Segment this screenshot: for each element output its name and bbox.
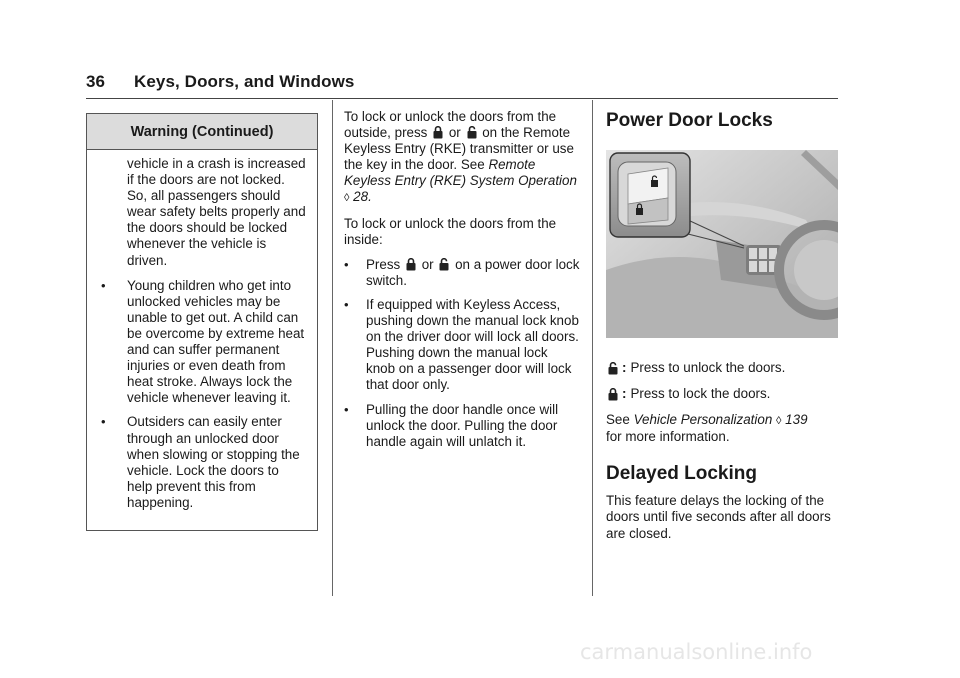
column-divider-left	[332, 100, 333, 596]
cross-reference: Remote Keyless Entry (RKE) System Operation	[344, 157, 577, 189]
bullet-text: If equipped with Keyless Access, pushing down the manual lock knob on the driver door will lock all doors. Pushing down the manual lock knob on a passenger door will lock that door only.	[366, 296, 579, 393]
text-span: Press	[366, 256, 401, 272]
lock-legend	[606, 386, 840, 402]
column-divider-right	[592, 100, 593, 596]
power-door-locks-heading: Power Door Locks	[606, 110, 773, 131]
text-span: for more information.	[606, 429, 730, 445]
inside-lock-paragraph: To lock or unlock the doors from the inside:	[344, 215, 557, 247]
right-body	[606, 360, 840, 445]
text-span: on the Remote Keyless Entry (RKE) transmitter or use the key in the door. See	[344, 125, 574, 173]
text-span: on a power door lock switch.	[366, 256, 580, 288]
warning-bullet	[101, 278, 307, 407]
legend-colon: :	[622, 360, 627, 375]
lock-icon	[608, 388, 618, 401]
cross-reference: Vehicle Personalization	[633, 412, 773, 428]
text-span: or	[421, 256, 434, 272]
section-title: Keys, Doors, and Windows	[134, 72, 355, 91]
see-reference-paragraph	[606, 412, 840, 445]
warning-bullet-text: Young children who get into unlocked vehicles may be unable to get out. A child can be overcome by extreme heat and can suffer permanent injuries or even death from heat stroke. Always lock the vehicle whenever leaving it.	[127, 277, 305, 406]
delayed-locking-text: This feature delays the locking of the doors until five seconds after all doors are closed.	[606, 493, 831, 541]
right-column	[606, 110, 840, 542]
unlock-legend	[606, 360, 840, 376]
warning-bullet-text: Outsiders can easily enter through an unlocked door when slowing or stopping the vehicle. Lock the doors to help prevent this from happening.	[127, 414, 300, 510]
page-reference: 139	[785, 412, 808, 428]
warning-body	[87, 150, 317, 511]
lock-icon	[406, 258, 416, 271]
bullet-mark: •	[344, 256, 349, 272]
watermark: carmanualsonline.info	[580, 640, 813, 664]
unlock-icon	[608, 362, 618, 375]
warning-bullet	[101, 414, 307, 511]
page-number: 36	[86, 72, 106, 91]
header-rule	[86, 98, 838, 99]
warning-box	[86, 113, 318, 531]
bullet-mark: •	[344, 296, 349, 312]
door-lock-switch-photo	[606, 150, 838, 338]
outside-lock-paragraph	[344, 109, 580, 207]
legend-colon: :	[622, 386, 627, 402]
inside-bullet	[344, 297, 580, 394]
ref-arrow-icon: ◊	[776, 415, 782, 428]
text-span: See	[606, 412, 630, 428]
page-header	[86, 72, 838, 92]
ref-arrow-icon: ◊	[344, 192, 350, 205]
lock-icon	[433, 126, 443, 139]
door-panel-illustration	[606, 150, 838, 338]
text-span: To lock or unlock the doors from the outside, press	[344, 109, 557, 141]
bullet-mark: •	[344, 401, 349, 417]
middle-column	[344, 109, 580, 458]
text-span: or	[448, 125, 461, 141]
page-reference: 28	[353, 189, 369, 205]
unlock-text: Press to unlock the doors.	[630, 360, 786, 375]
warning-title: Warning (Continued)	[87, 114, 317, 150]
lock-text: Press to lock the doors.	[630, 386, 771, 402]
inside-bullet	[344, 402, 580, 450]
unlock-icon	[439, 258, 449, 271]
unlock-icon	[467, 126, 477, 139]
bullet-mark: •	[101, 414, 106, 430]
bullet-mark: •	[101, 277, 106, 293]
reference-period: .	[368, 189, 372, 205]
bullet-text	[366, 257, 580, 289]
delayed-locking-heading: Delayed Locking	[606, 463, 757, 485]
warning-continuation: vehicle in a crash is increased if the doors are not locked. So, all passengers should wear safety belts properly and the doors should be locked whenever the vehicle is driven.	[127, 156, 306, 268]
inside-bullet	[344, 257, 580, 289]
bullet-text: Pulling the door handle once will unlock the door. Pulling the door handle again will unlatch it.	[366, 401, 559, 449]
